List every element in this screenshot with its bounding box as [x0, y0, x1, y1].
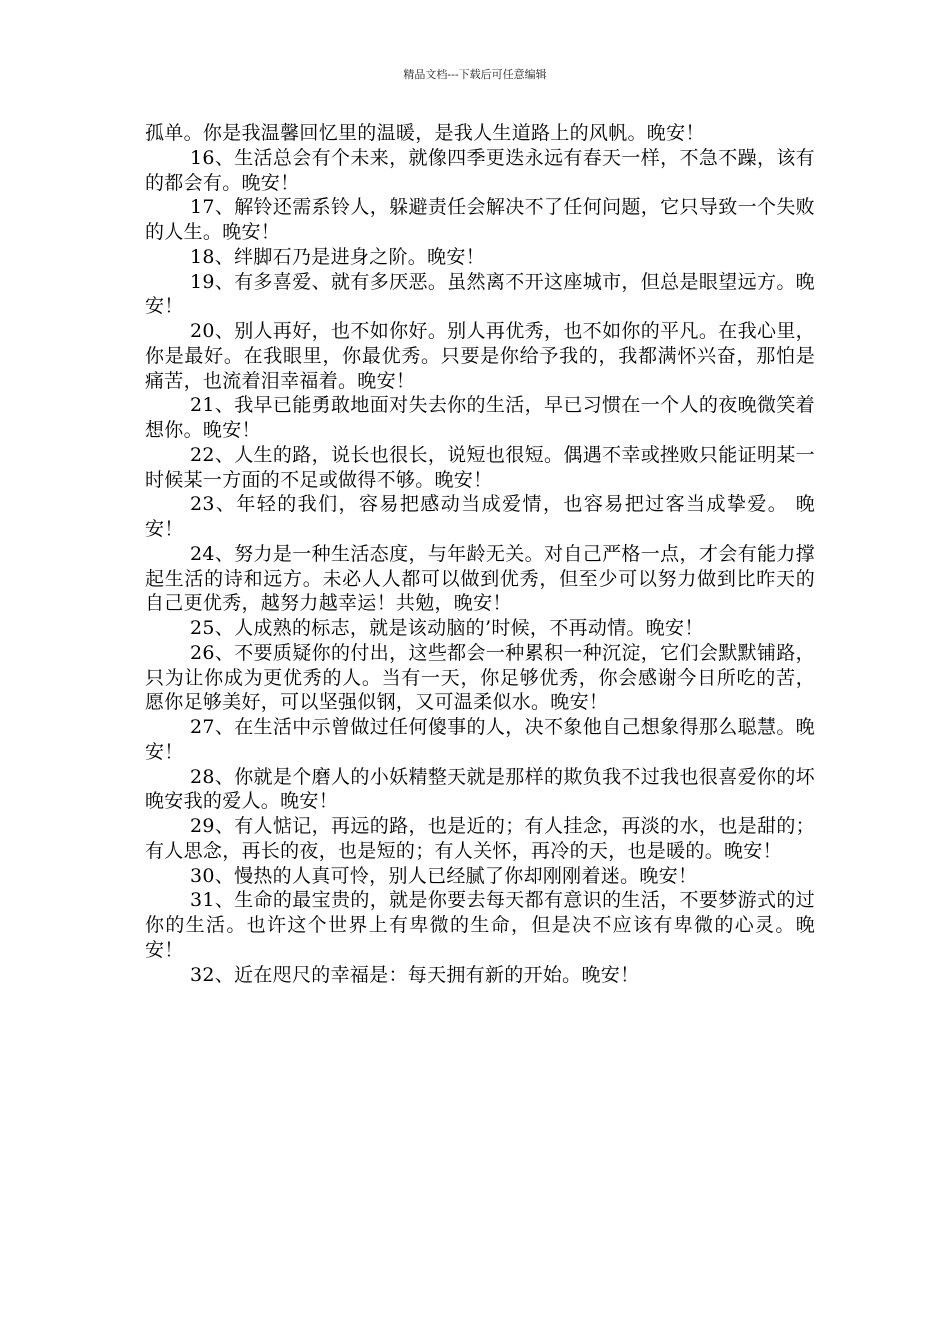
list-item: 16、生活总会有个未来，就像四季更迭永远有春天一样，不急不躁，该有的都会有。晚安！: [145, 146, 815, 194]
list-item: 27、在生活中示曾做过任何傻事的人，决不象他自己想象得那么聪慧。晚安！: [145, 716, 815, 763]
list-item: 19、有多喜爱、就有多厌恶。虽然离不开这座城市，但总是眼望远方。晚安！: [145, 270, 815, 318]
list-item: 32、近在咫尺的幸福是：每天拥有新的开始。晚安！: [190, 963, 640, 986]
list-item: 23、年轻的我们，容易把感动当成爱情，也容易把过客当成挚爱。 晚安！: [145, 493, 815, 540]
list-item: 29、有人惦记，再远的路，也是近的；有人挂念，再淡的水，也是甜的；有人思念，再长的夜，也是短的；有人关怀，再冷的天，也是暖的。晚安！: [145, 815, 815, 862]
list-item: 18、绊脚石乃是进身之阶。晚安！: [190, 245, 485, 268]
list-item: 22、人生的路，说长也很长，说短也很短。偶遇不幸或挫败只能证明某一时候某一方面的不足或做得不够。晚安！: [145, 443, 815, 491]
list-item: 25、人成熟的标志，就是该动脑的’时候，不再动情。晚安！: [190, 617, 704, 639]
list-item: 17、解铃还需系铃人，躲避责任会解决不了任何问题，它只导致一个失败的人生。晚安！: [145, 196, 815, 243]
list-item: 30、慢热的人真可怜，别人已经腻了你却刚刚着迷。晚安！: [190, 864, 698, 887]
list-item: 26、不要质疑你的付出，这些都会一种累积一种沉淀，它们会默默铺路，只为让你成为更优秀的人。当有一天，你足够优秀，你会感谢今日所吃的苦，愿你足够美好，可以坚强似钢，又可温柔似水。晚安！: [145, 641, 815, 714]
page-header: 精品文档---下载后可任意编辑: [403, 68, 547, 81]
document-body: [145, 121, 815, 987]
list-item: 21、我早已能勇敢地面对失去你的生活，早已习惯在一个人的夜晚微笑着想你。晚安！: [145, 394, 815, 441]
list-item: 31、生命的最宝贵的，就是你要去每天都有意识的生活，不要梦游式的过你的生活。也许这个世界上有卑微的生命，但是决不应该有卑微的心灵。晚安！: [145, 889, 815, 961]
list-item: 20、别人再好，也不如你好。别人再优秀，也不如你的平凡。在我心里，你是最好。在我眼里，你最优秀。只要是你给予我的，我都满怀兴奋，那怕是痛苦，也流着泪幸福着。晚安！: [145, 320, 815, 392]
list-item: 24、努力是一种生活态度，与年龄无关。对自己严格一点，才会有能力撑起生活的诗和远方。未必人人都可以做到优秀，但至少可以努力做到比昨天的自己更优秀，越努力越幸运！共勉，晚安！: [145, 542, 815, 615]
list-item: 28、你就是个磨人的小妖精整天就是那样的欺负我不过我也很喜爱你的坏晚安我的爱人。晚安！: [145, 765, 815, 813]
intro-paragraph: 孤单。你是我温馨回忆里的温暖，是我人生道路上的风帆。晚安！: [145, 122, 705, 144]
